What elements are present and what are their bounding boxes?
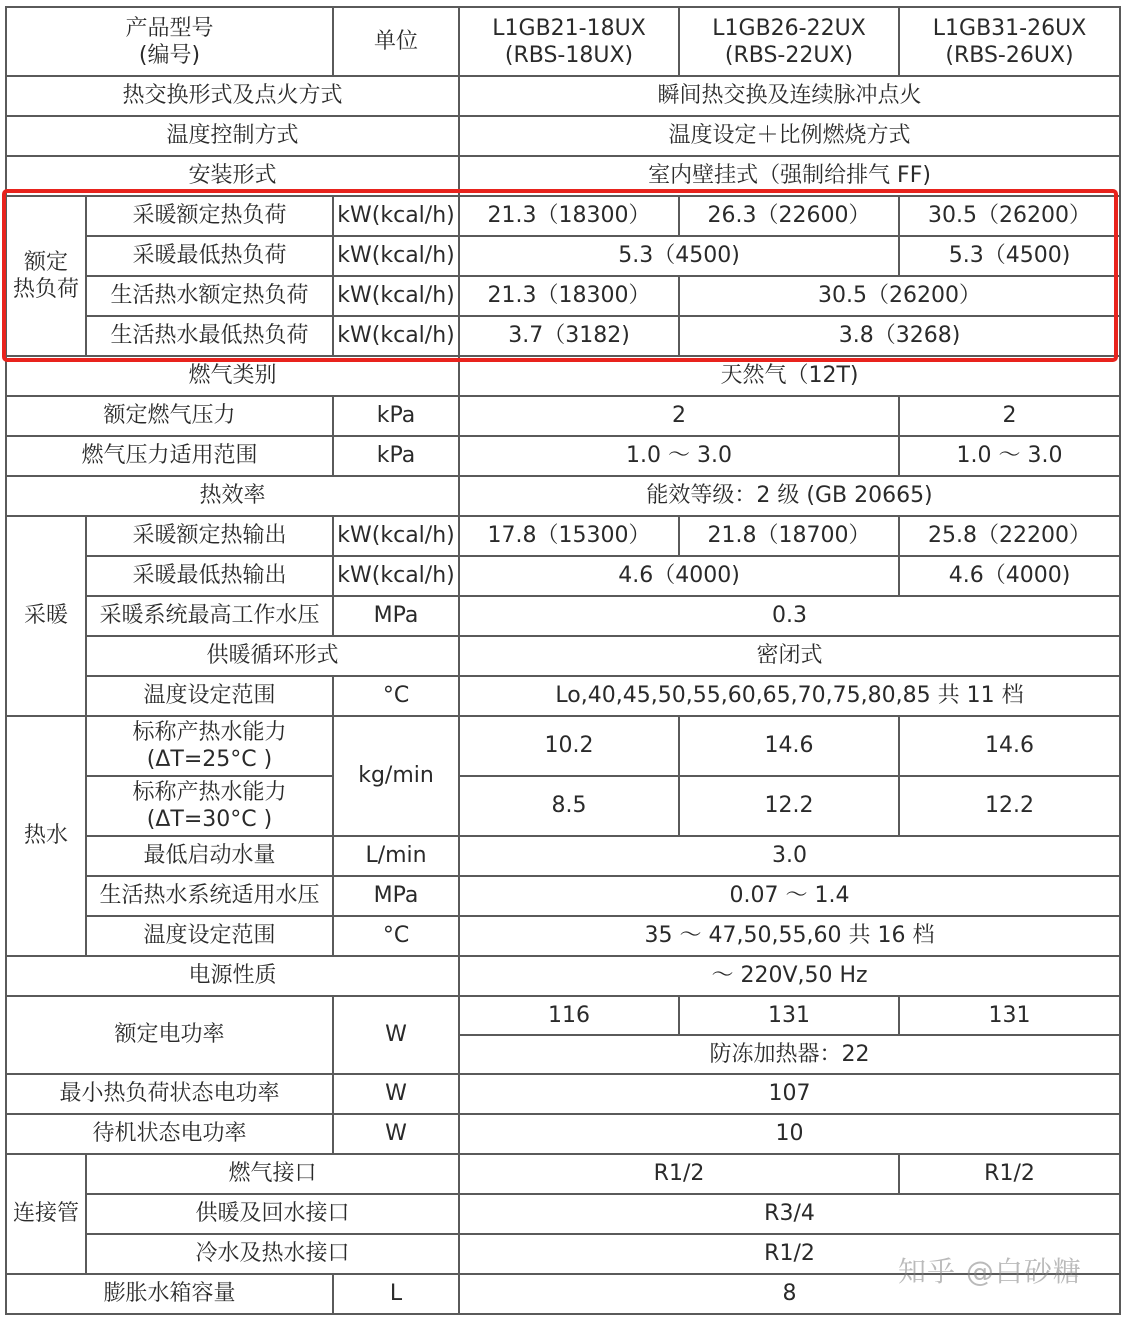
model-2-line1: L1GB26-22UX	[712, 15, 866, 41]
rated-power-label: 额定电功率	[6, 996, 333, 1074]
rated-output-value-3: 25.8（22200）	[899, 516, 1120, 556]
pressure-range-value-a: 1.0 ～ 3.0	[459, 436, 899, 476]
install-value: 室内壁挂式（强制给排气 FF)	[459, 156, 1120, 196]
min-output-label: 采暖最低热输出	[86, 556, 333, 596]
min-output-value-b: 4.6（4000)	[899, 556, 1120, 596]
capacity25-line1: 标称产热水能力	[132, 720, 287, 745]
model-1-line2: (RBS-18UX)	[504, 42, 634, 68]
heating-rated-unit: kW(kcal/h)	[333, 196, 459, 236]
hotwater-group-cell: 热水	[6, 716, 86, 956]
rated-pressure-label: 额定燃气压力	[6, 396, 333, 436]
table-row	[6, 836, 1120, 876]
temp-control-value: 温度设定＋比例燃烧方式	[459, 116, 1120, 156]
hotwater-rated-unit: kW(kcal/h)	[333, 276, 459, 316]
model-label-line2: (编号)	[138, 42, 201, 68]
circulation-label: 供暖循环形式	[86, 636, 459, 676]
min-output-value-a: 4.6（4000)	[459, 556, 899, 596]
rated-pressure-value-b: 2	[899, 396, 1120, 436]
min-flow-value: 3.0	[459, 836, 1120, 876]
table-row	[6, 996, 1120, 1035]
rated-output-unit: kW(kcal/h)	[333, 516, 459, 556]
gas-type-label: 燃气类别	[6, 356, 459, 396]
table-row	[6, 1074, 1120, 1114]
efficiency-label: 热效率	[6, 476, 459, 516]
rated-power-value-1: 116	[459, 996, 679, 1035]
model-2-line2: (RBS-22UX)	[724, 42, 854, 68]
rated-output-label: 采暖额定热输出	[86, 516, 333, 556]
table-row	[6, 916, 1120, 956]
table-row	[6, 1114, 1120, 1154]
heating-group-cell: 采暖	[6, 516, 86, 716]
heating-rated-label: 采暖额定热负荷	[86, 196, 333, 236]
efficiency-value: 能效等级：2 级 (GB 20665)	[459, 476, 1120, 516]
table-row	[6, 236, 1120, 276]
table-row	[6, 956, 1120, 996]
hotwater-temp-range-label: 温度设定范围	[86, 916, 333, 956]
table-row	[6, 396, 1120, 436]
power-supply-label: 电源性质	[6, 956, 459, 996]
model-label-line1: 产品型号	[125, 15, 214, 41]
table-row	[6, 876, 1120, 916]
table-row	[6, 76, 1120, 116]
pressure-range-unit: kPa	[333, 436, 459, 476]
model-header-1	[459, 7, 679, 76]
table-row	[6, 1194, 1120, 1234]
min-flow-unit: L/min	[333, 836, 459, 876]
table-row	[6, 1154, 1120, 1194]
capacity30-value-3: 12.2	[899, 776, 1120, 836]
table-row	[6, 156, 1120, 196]
table-row	[6, 716, 1120, 776]
hotwater-rated-value-a: 21.3（18300）	[459, 276, 679, 316]
water-connection-value: R1/2	[459, 1234, 1120, 1274]
model-label-cell	[6, 7, 333, 76]
header-row	[6, 7, 1120, 76]
heating-min-value-a: 5.3（4500)	[459, 236, 899, 276]
table-row	[6, 276, 1120, 316]
capacity25-value-2: 14.6	[679, 716, 899, 776]
heating-connection-label: 供暖及回水接口	[86, 1194, 459, 1234]
table-row	[6, 476, 1120, 516]
unit-header-cell: 单位	[333, 7, 459, 76]
install-label: 安装形式	[6, 156, 459, 196]
rated-load-group-cell	[6, 196, 86, 356]
rated-power-value-3: 131	[899, 996, 1120, 1035]
table-row	[6, 516, 1120, 556]
heating-temp-range-label: 温度设定范围	[86, 676, 333, 716]
rated-load-group-line1: 额定	[23, 250, 68, 275]
capacity25-value-3: 14.6	[899, 716, 1120, 776]
hotwater-pressure-label: 生活热水系统适用水压	[86, 876, 333, 916]
hotwater-pressure-value: 0.07 ～ 1.4	[459, 876, 1120, 916]
table-row	[6, 596, 1120, 636]
heating-rated-value-3: 30.5（26200）	[899, 196, 1120, 236]
table-row	[6, 196, 1120, 236]
rated-power-unit: W	[333, 996, 459, 1074]
rated-output-value-2: 21.8（18700）	[679, 516, 899, 556]
capacity30-line2: (ΔT=30°C )	[146, 807, 273, 832]
table-row	[6, 776, 1120, 836]
watermark: 知乎 @白砂糖	[898, 1255, 1082, 1288]
table-row	[6, 316, 1120, 356]
hotwater-min-unit: kW(kcal/h)	[333, 316, 459, 356]
min-load-power-value: 107	[459, 1074, 1120, 1114]
heating-connection-value: R3/4	[459, 1194, 1120, 1234]
hotwater-rated-value-b: 30.5（26200）	[679, 276, 1120, 316]
heating-temp-range-unit: °C	[333, 676, 459, 716]
table-row	[6, 356, 1120, 396]
heating-min-unit: kW(kcal/h)	[333, 236, 459, 276]
min-flow-label: 最低启动水量	[86, 836, 333, 876]
expansion-unit: L	[333, 1274, 459, 1314]
heating-rated-value-2: 26.3（22600）	[679, 196, 899, 236]
standby-power-unit: W	[333, 1114, 459, 1154]
heating-min-label: 采暖最低热负荷	[86, 236, 333, 276]
rated-power-value-2: 131	[679, 996, 899, 1035]
table-row	[6, 636, 1120, 676]
power-supply-value: ～ 220V,50 Hz	[459, 956, 1120, 996]
connections-group-cell: 连接管	[6, 1154, 86, 1274]
gas-connection-value-b: R1/2	[899, 1154, 1120, 1194]
hotwater-min-value-a: 3.7（3182)	[459, 316, 679, 356]
capacity30-label	[86, 776, 333, 836]
gas-connection-label: 燃气接口	[86, 1154, 459, 1194]
table-row	[6, 556, 1120, 596]
heat-exchange-value: 瞬间热交换及连续脉冲点火	[459, 76, 1120, 116]
model-3-line1: L1GB31-26UX	[932, 15, 1087, 41]
capacity30-value-1: 8.5	[459, 776, 679, 836]
heating-rated-value-1: 21.3（18300）	[459, 196, 679, 236]
pressure-range-label: 燃气压力适用范围	[6, 436, 333, 476]
heat-exchange-label: 热交换形式及点火方式	[6, 76, 459, 116]
capacity25-line2: (ΔT=25°C )	[146, 747, 273, 772]
antifreeze-heater: 防冻加热器：22	[459, 1035, 1120, 1074]
model-header-3	[899, 7, 1120, 76]
max-pressure-unit: MPa	[333, 596, 459, 636]
rated-pressure-unit: kPa	[333, 396, 459, 436]
max-pressure-label: 采暖系统最高工作水压	[86, 596, 333, 636]
table-row	[6, 116, 1120, 156]
hotwater-min-label: 生活热水最低热负荷	[86, 316, 333, 356]
circulation-value: 密闭式	[459, 636, 1120, 676]
max-pressure-value: 0.3	[459, 596, 1120, 636]
standby-power-value: 10	[459, 1114, 1120, 1154]
hotwater-rated-label: 生活热水额定热负荷	[86, 276, 333, 316]
rated-pressure-value-a: 2	[459, 396, 899, 436]
hotwater-min-value-b: 3.8（3268)	[679, 316, 1120, 356]
capacity-unit: kg/min	[333, 716, 459, 836]
expansion-label: 膨胀水箱容量	[6, 1274, 333, 1314]
min-output-unit: kW(kcal/h)	[333, 556, 459, 596]
capacity25-label	[86, 716, 333, 776]
capacity30-value-2: 12.2	[679, 776, 899, 836]
capacity25-value-1: 10.2	[459, 716, 679, 776]
rated-output-value-1: 17.8（15300）	[459, 516, 679, 556]
min-load-power-unit: W	[333, 1074, 459, 1114]
gas-type-value: 天然气（12T)	[459, 356, 1120, 396]
standby-power-label: 待机状态电功率	[6, 1114, 333, 1154]
capacity30-line1: 标称产热水能力	[132, 780, 287, 805]
table-row	[6, 436, 1120, 476]
expansion-value: 8	[459, 1274, 1120, 1314]
rated-load-group-line2: 热负荷	[12, 277, 79, 302]
table-row	[6, 676, 1120, 716]
spec-table	[5, 6, 1121, 1315]
heating-temp-range-value: Lo,40,45,50,55,60,65,70,75,80,85 共 11 档	[459, 676, 1120, 716]
heating-min-value-b: 5.3（4500)	[899, 236, 1120, 276]
water-connection-label: 冷水及热水接口	[86, 1234, 459, 1274]
pressure-range-value-b: 1.0 ～ 3.0	[899, 436, 1120, 476]
hotwater-pressure-unit: MPa	[333, 876, 459, 916]
hotwater-temp-range-unit: °C	[333, 916, 459, 956]
min-load-power-label: 最小热负荷状态电功率	[6, 1074, 333, 1114]
hotwater-temp-range-value: 35 ～ 47,50,55,60 共 16 档	[459, 916, 1120, 956]
model-3-line2: (RBS-26UX)	[945, 42, 1074, 68]
model-1-line1: L1GB21-18UX	[492, 15, 646, 41]
gas-connection-value-a: R1/2	[459, 1154, 899, 1194]
model-header-2	[679, 7, 899, 76]
temp-control-label: 温度控制方式	[6, 116, 459, 156]
